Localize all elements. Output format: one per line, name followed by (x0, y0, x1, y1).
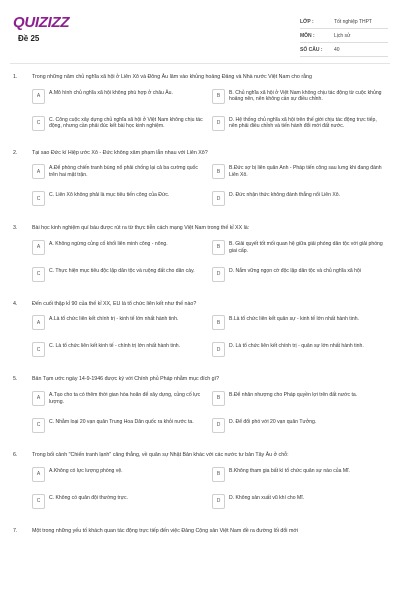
option-text: C. Liên Xô không phải là mục tiêu tiến công của Đức. (49, 192, 170, 199)
info-value: 40 (334, 46, 340, 53)
info-row-subject (300, 29, 388, 43)
option-letter-box[interactable]: C (32, 116, 45, 131)
question-number: 4. (13, 300, 18, 307)
option-text: C. Không có quân đội thường trực. (49, 494, 128, 501)
answer-option[interactable] (32, 240, 204, 260)
answer-options (32, 315, 386, 362)
option-letter-box[interactable]: B (212, 315, 225, 330)
option-letter-box[interactable]: A (32, 89, 45, 104)
question-text: Bài học kinh nghiệm quí báu được rút ra từ thực tiễn cách mạng Việt Nam trong thế kỉ XX là: (32, 225, 250, 232)
option-letter-box[interactable]: B (212, 164, 225, 179)
answer-option[interactable] (32, 418, 204, 438)
answer-option[interactable] (212, 164, 384, 184)
question-number: 5. (13, 376, 18, 383)
option-text: D. Đức nhận thức không đánh thắng nổi Liên Xô. (229, 192, 341, 199)
option-text: B.Không tham gia bất kì tổ chức quân sự nào của Mĩ. (229, 467, 350, 474)
answer-option[interactable] (32, 342, 204, 362)
header-divider (10, 63, 390, 64)
question-number: 1. (13, 74, 18, 80)
quizizz-logo: QUIZIZZ (13, 14, 70, 31)
option-letter-box[interactable]: D (212, 267, 225, 282)
answer-option[interactable] (212, 494, 384, 514)
option-letter-box[interactable]: A (32, 467, 45, 482)
answer-options (32, 89, 386, 136)
option-letter-box[interactable]: C (32, 191, 45, 206)
answer-option[interactable] (32, 467, 204, 487)
exam-info-panel (300, 15, 388, 57)
question-number: 6. (13, 451, 18, 458)
question-text: Trong bối cảnh "Chiến tranh lạnh" căng thẳng, về quân sự Nhật Bản khác với các nước tư bản Tây Âu ở chỗ: (32, 451, 289, 458)
answer-option[interactable] (32, 116, 204, 136)
option-letter-box[interactable]: B (212, 391, 225, 406)
answer-option[interactable] (212, 191, 384, 211)
answer-option[interactable] (212, 342, 384, 362)
question-item (0, 150, 400, 212)
answer-option[interactable] (212, 267, 384, 287)
question-text: Bản Tạm ước ngày 14-9-1946 được ký với Chính phủ Pháp nhằm mục đích gì? (32, 376, 220, 383)
answer-option[interactable] (32, 191, 204, 211)
option-text: D. Hệ thống chủ nghĩa xã hội trên thế giới chịu tác động trực tiếp, nên phải điều chỉnh và tiến hành đổi mới đất nước. (229, 116, 377, 130)
answer-options (32, 240, 386, 287)
option-letter-box[interactable]: D (212, 116, 225, 131)
option-text: A.Để phòng chiến tranh bùng nổ phải chống lại cả ba cường quốc trên hai mặt trận. (49, 165, 198, 178)
option-text: B. Giải quyết tốt mối quan hệ giữa giải phóng dân tộc với giải phóng giai cấp. (229, 240, 383, 254)
answer-option[interactable] (32, 391, 204, 411)
option-letter-box[interactable]: A (32, 164, 45, 179)
option-text: B. Chủ nghĩa xã hội ở Việt Nam không chịu tác động từ cuộc khủng hoảng nên, nên không cần sự điều chỉnh. (229, 89, 382, 103)
option-letter-box[interactable]: B (212, 240, 225, 255)
question-list (0, 74, 400, 549)
option-letter-box[interactable]: A (32, 240, 45, 255)
option-text: B.Là tổ chức liên kết quân sự - kinh tế lớn nhất hành tinh. (229, 316, 359, 323)
question-item (0, 528, 400, 536)
question-item (0, 301, 400, 363)
option-letter-box[interactable]: B (212, 467, 225, 482)
option-text: C. Là tổ chức liên kết kinh tế - chính trị lớn nhất hành tinh. (49, 343, 181, 350)
option-letter-box[interactable]: D (212, 191, 225, 206)
answer-option[interactable] (212, 89, 384, 109)
option-text: C. Nhằm loại 20 vạn quân Trung Hoa Dân quốc ra khỏi nước ta. (49, 418, 194, 425)
question-item (0, 376, 400, 438)
answer-option[interactable] (32, 164, 204, 184)
answer-option[interactable] (212, 418, 384, 438)
answer-option[interactable] (212, 240, 384, 260)
answer-option[interactable] (212, 116, 384, 136)
option-letter-box[interactable]: D (212, 418, 225, 433)
question-text: Tại sao Đức kí Hiệp ước Xô - Đức không xâm phạm lẫn nhau với Liên Xô? (32, 149, 208, 156)
option-text: B.Đức sợ bị liên quân Anh - Pháp tiến công sau lưng khi đang đánh Liên Xô. (229, 165, 382, 178)
info-label: SỐ CÂU : (300, 46, 323, 53)
question-item (0, 452, 400, 514)
question-number: 3. (13, 225, 18, 232)
answer-option[interactable] (32, 494, 204, 514)
question-text: Đến cuối thập kỉ 90 của thế kỉ XX, EU là tổ chức liên kết như thế nào? (32, 300, 197, 307)
answer-option[interactable] (32, 315, 204, 335)
option-letter-box[interactable]: A (32, 315, 45, 330)
question-number: 7. (13, 527, 18, 534)
answer-options (32, 467, 386, 514)
answer-option[interactable] (212, 315, 384, 335)
info-row-count (300, 43, 388, 57)
option-letter-box[interactable]: D (212, 494, 225, 509)
info-row-class (300, 15, 388, 29)
option-letter-box[interactable]: C (32, 342, 45, 357)
answer-option[interactable] (212, 391, 384, 411)
option-text: A.Tạo cho ta có thêm thời gian hòa hoãn để xây dựng, củng cố lực lượng. (49, 391, 201, 405)
question-text: Một trong những yếu tố khách quan tác động trực tiếp đến việc Đảng Cộng sản Việt Nam đề ra đường lối đổi mới (32, 527, 299, 534)
option-letter-box[interactable]: C (32, 267, 45, 282)
question-text: Trong những năm chủ nghĩa xã hội ở Liên Xô và Đông Âu lâm vào khủng hoảng Đảng và Nhà nước Việt Nam cho rằng (32, 74, 312, 80)
option-text: D. Là tổ chức liên kết chính trị - quân sự lớn nhất hành tinh. (229, 343, 364, 350)
option-text: D. Để đổi phó với 20 vạn quân Tưởng. (229, 418, 317, 425)
option-letter-box[interactable]: D (212, 342, 225, 357)
option-text: A.Không có lực lượng phòng vệ. (49, 467, 123, 474)
option-text: C. Thực hiện mục tiêu độc lập dân tộc và ruộng đất cho dân cày. (49, 267, 195, 274)
option-text: A. Không ngừng củng cố khối liên minh công - nông. (49, 240, 168, 247)
option-text: D. Nắm vững ngọn cờ độc lập dân tộc và chủ nghĩa xã hội (229, 267, 361, 274)
question-number: 2. (13, 149, 18, 156)
option-letter-box[interactable]: A (32, 391, 45, 406)
option-letter-box[interactable]: C (32, 494, 45, 509)
option-text: B.Để nhân nhượng cho Pháp quyền lợi trên đất nước ta. (229, 391, 358, 398)
option-letter-box[interactable]: B (212, 89, 225, 104)
info-label: LỚP : (300, 18, 314, 25)
exam-title: Đề 25 (18, 34, 40, 43)
answer-option[interactable] (32, 267, 204, 287)
info-value: Tốt nghiệp THPT (334, 18, 372, 25)
answer-options (32, 164, 386, 211)
answer-options (32, 391, 386, 438)
info-value: Lịch sử (334, 32, 351, 39)
answer-option[interactable] (32, 89, 204, 109)
question-item (0, 225, 400, 287)
info-label: MÔN : (300, 32, 315, 39)
option-text: A.Là tổ chức liên kết chính trị - kinh tế lớn nhất hành tinh. (49, 316, 179, 323)
option-text: C. Công cuộc xây dựng chủ nghĩa xã hội ở Việt Nam không chịu tác động, nhưng cần phải đúc kết bài học kinh nghiệm. (49, 116, 203, 130)
option-letter-box[interactable]: C (32, 418, 45, 433)
option-text: D. Không sản xuất vũ khí cho Mĩ. (229, 494, 305, 501)
question-item (0, 74, 400, 136)
option-text: A.Mô hình chủ nghĩa xã hội không phù hợp ở châu Âu. (49, 89, 173, 96)
answer-option[interactable] (212, 467, 384, 487)
